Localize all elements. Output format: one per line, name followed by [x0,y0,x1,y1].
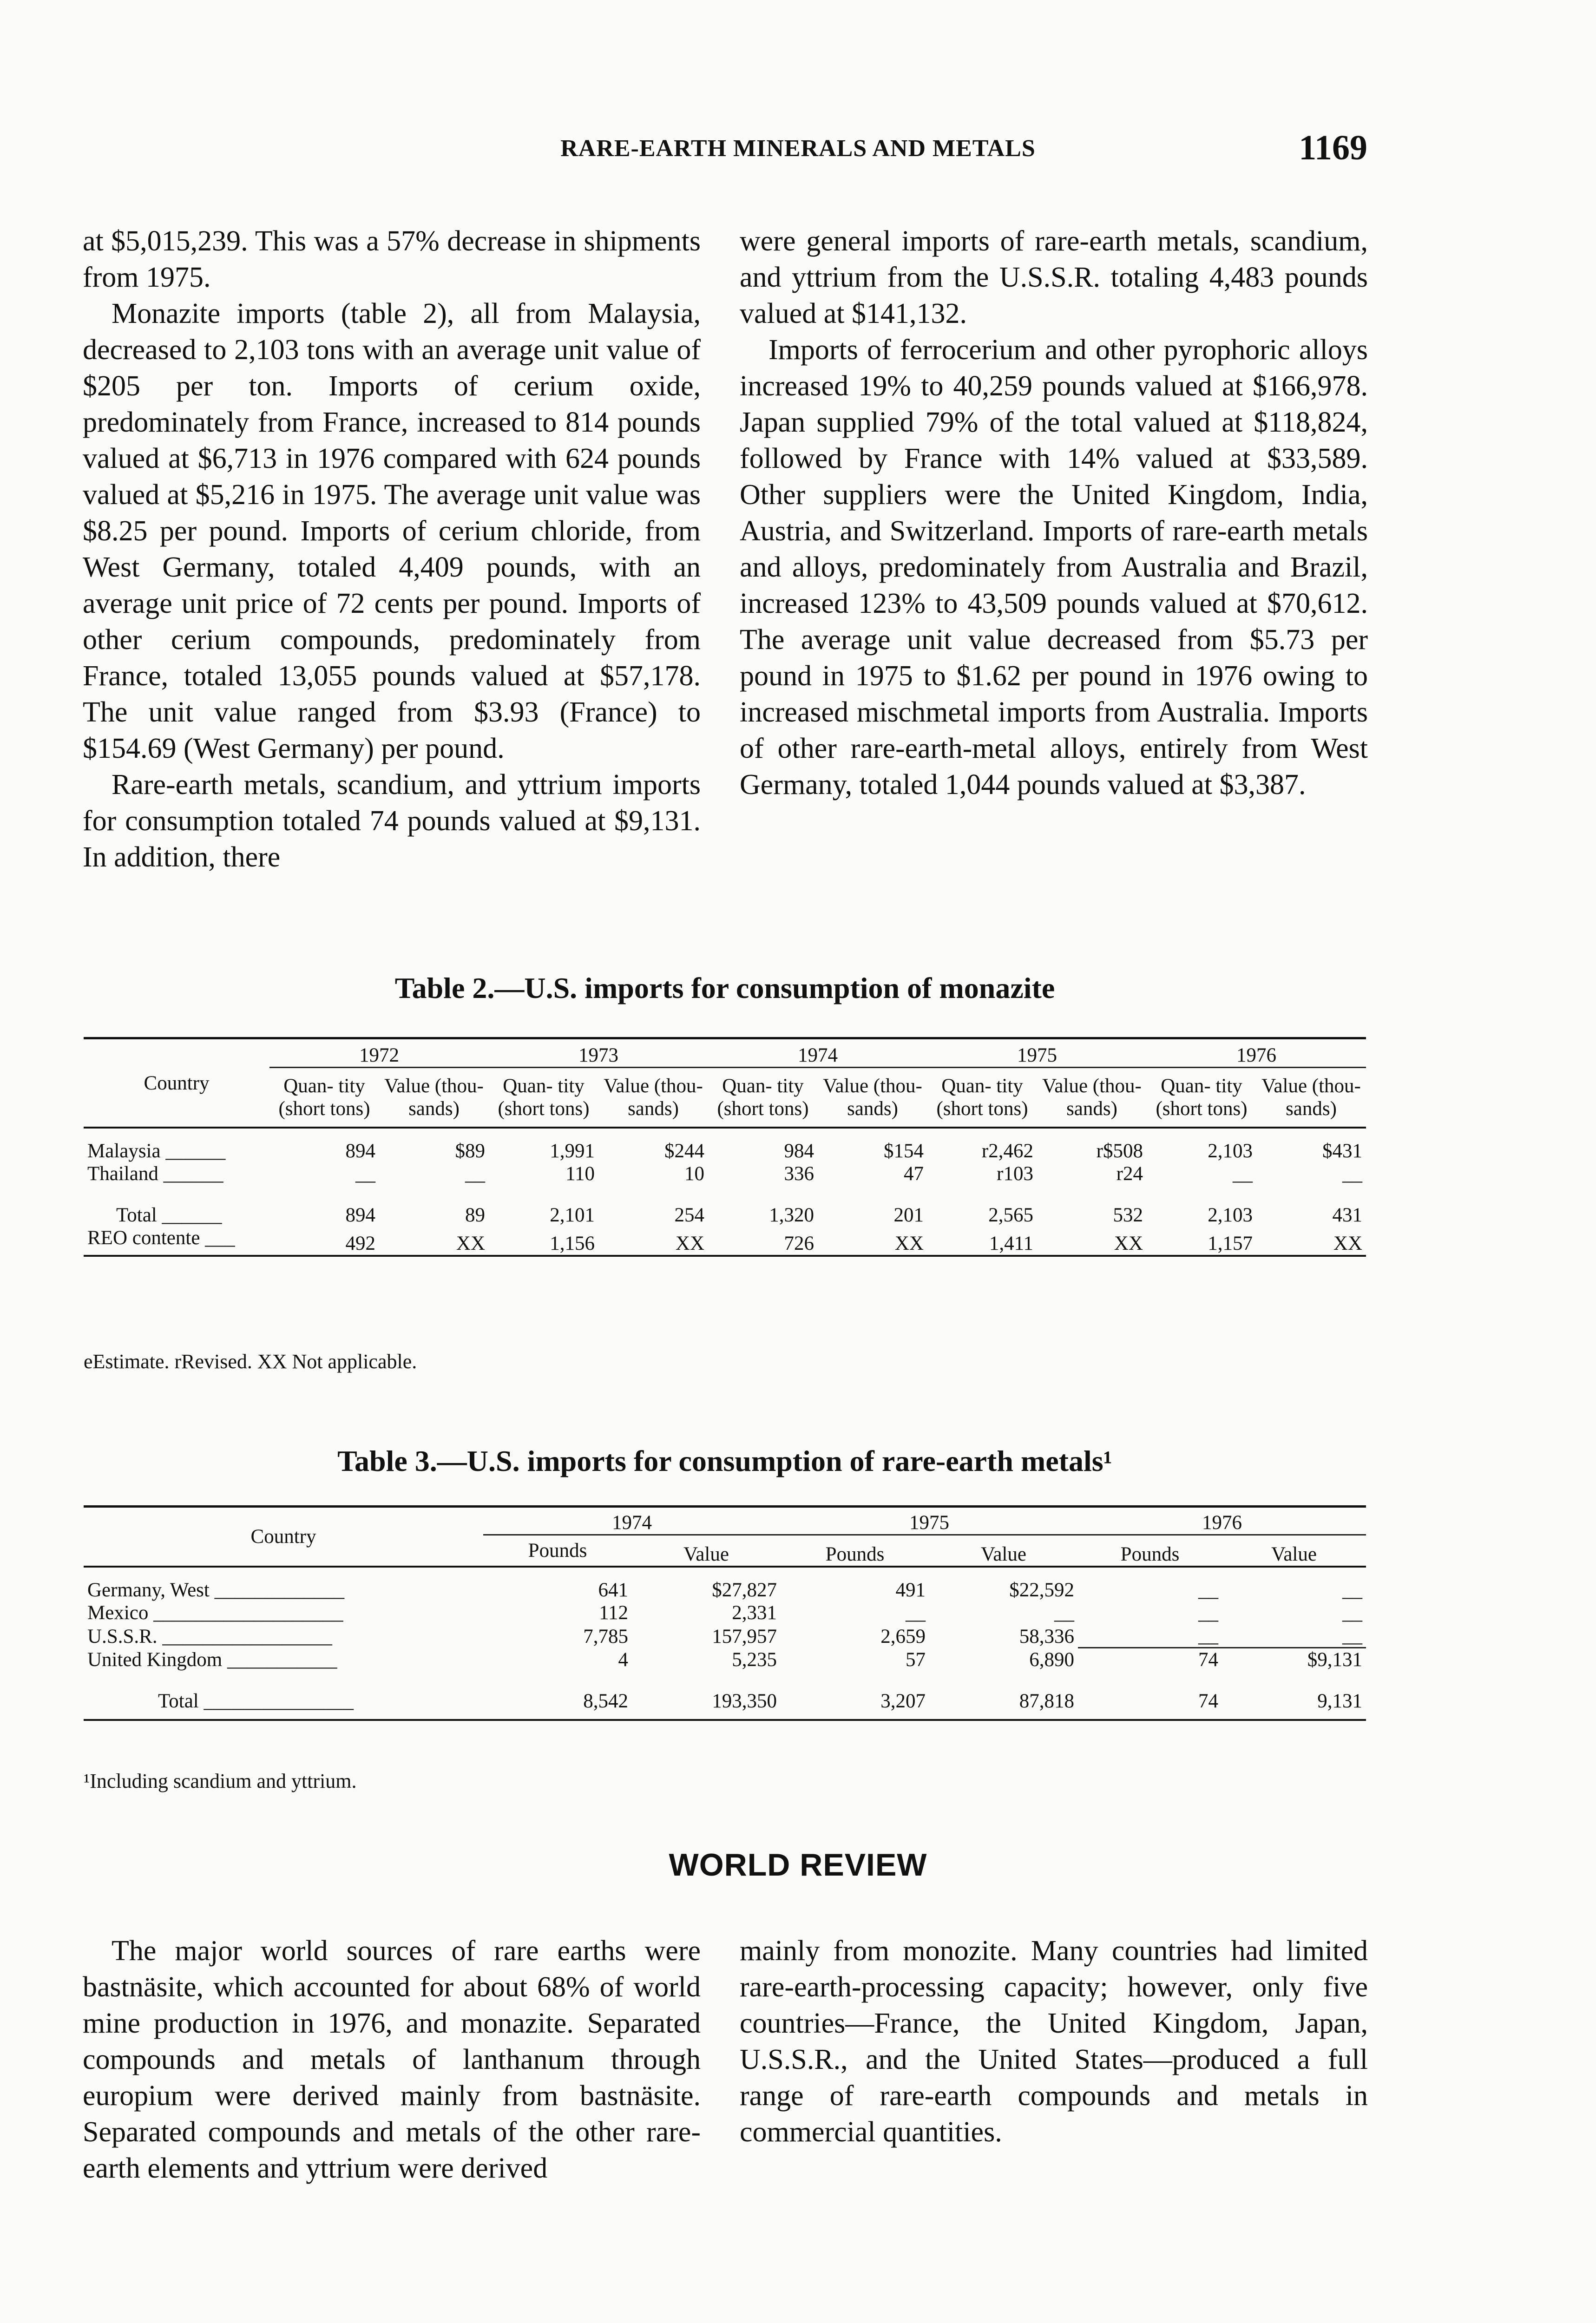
table-row: U.S.S.R. _________________ 7,785 157,957 2,659 58,336 __ __ [87,1625,1362,1647]
table-row: Mexico ___________________ 112 2,331 __ __ __ __ [87,1602,1362,1624]
quantity-header: Quan- tity (short tons) [936,1075,1028,1120]
year-header: 1974 [708,1038,927,1068]
pounds-header: Pounds [528,1540,587,1562]
table-3-title: Table 3.—U.S. imports for consumption of rare-earth metals¹ [337,1444,1112,1477]
table-row: REO contente ___ 492 XX 1,156 XX 726 XX 1,411 XX 1,157 XX [84,1227,1366,1256]
quantity-header: Quan- tity (short tons) [717,1075,809,1120]
paragraph: The major world sources of rare earths were bastnäsite, which accounted for about 68% of world mine production in 1976, and monazite. Separated compounds and metals of lanthanum through europium were derived mainly from bastnäsite. Separated compounds and metals of the other rare-earth elements and yttrium were derived [83,1935,701,2184]
table-3-footnote: ¹Including scandium and yttrium. [84,1770,357,1792]
paragraph: Monazite imports (table 2), all from Malaysia, decreased to 2,103 tons with an average unit value of $205 per ton. Imports of cerium oxide, predominately from France, increased to 814 pounds valued at $6,713 in 1976 compared with 624 pounds valued at $5,216 in 1975. The average unit value was $8.25 per pound. Imports of cerium chloride, from West Germany, totaled 4,409 pounds, with an average unit price of 72 cents per pound. Imports of other cerium compounds, predominately from France, totaled 13,055 pounds valued at $57,178. The unit value ranged from $3.93 (France) to $154.69 (West Germany) per pound. [83,298,701,764]
country-header: Country [84,1507,483,1567]
value-header: Value (thou- sands) [1261,1075,1361,1120]
paragraph: Imports of ferrocerium and other pyrophoric alloys increased 19% to 40,259 pounds valued at $166,978. Japan supplied 79% of the total valued at $118,824, followed by France with 14% valued at $33,589. Other suppliers were the United Kingdom, India, Austria, and Switzerland. Imports of rare-earth metals and alloys, predominately from Australia and Brazil, increased 123% to 43,509 pounds valued at $70,612. The average unit value decreased from $5.73 per pound in 1975 to $1.62 per pound in 1976 owing to increased mischmetal imports from Australia. Imports of other rare-earth-metal alloys, entirely from West Germany, totaled 1,044 pounds valued at $3,387. [740,334,1368,801]
page-number: 1169 [1299,128,1367,167]
year-header: 1975 [781,1507,1078,1535]
quantity-header: Quan- tity (short tons) [278,1075,370,1120]
year-header: 1974 [483,1507,781,1535]
paragraph: mainly from monozite. Many countries had limited rare-earth-processing capacity; however, only five countries—France, the United Kingdom, Japan, U.S.S.R., and the United States—produced a full range of rare-earth compounds and metals in commercial quantities. [740,1935,1368,2148]
table-2-footnote: eEstimate. rRevised. XX Not applicable. [84,1350,417,1373]
table-row: Malaysia ______ 894 $89 1,991 $244 984 $154 r2,462 r$508 2,103 $431 [87,1140,1362,1162]
table-row: United Kingdom ___________ 4 5,235 57 6,890 74 $9,131 [84,1648,1366,1672]
value-header: Value (thou- sands) [604,1075,703,1120]
left-column-text [83,223,701,875]
running-header-title: RARE-EARTH MINERALS AND METALS [560,135,1036,162]
world-review-left-column [83,1933,701,2186]
world-review-right-column [740,1933,1368,2150]
year-header: 1976 [1147,1038,1366,1068]
year-header: 1972 [269,1038,489,1068]
table-3 [84,1505,1366,1721]
year-header: 1973 [489,1038,708,1068]
paragraph: Rare-earth metals, scandium, and yttrium imports for consumption totaled 74 pounds valued at $9,131. In addition, there [83,769,701,873]
value-header: Value [1271,1543,1317,1565]
quantity-header: Quan- tity (short tons) [1156,1075,1248,1120]
right-column-text [740,223,1368,803]
table-2 [84,1037,1366,1257]
table-row-total: Total _______________ 8,542 193,350 3,207 87,818 74 9,131 [84,1671,1366,1720]
section-title: WORLD REVIEW [669,1847,927,1883]
value-header: Value [683,1543,729,1565]
table-row-total: Total ______ 894 89 2,101 254 1,320 201 2,565 532 2,103 431 [116,1204,1362,1226]
pounds-header: Pounds [825,1543,885,1565]
table-2-title: Table 2.—U.S. imports for consumption of monazite [394,971,1055,1004]
paragraph: at $5,015,239. This was a 57% decrease in shipments from 1975. [83,225,701,293]
year-header: 1975 [927,1038,1147,1068]
value-header: Value (thou- sands) [384,1075,484,1120]
value-header: Value (thou- sands) [1042,1075,1142,1120]
paragraph: were general imports of rare-earth metals, scandium, and yttrium from the U.S.S.R. totaling 4,483 pounds valued at $141,132. [740,225,1368,329]
year-header: 1976 [1078,1507,1366,1535]
table-row: Thailand ______ __ __ 110 10 336 47 r103 r24 __ __ [87,1163,1362,1185]
country-header: Country [84,1038,269,1128]
value-header: Value (thou- sands) [823,1075,922,1120]
pounds-header: Pounds [1120,1543,1180,1565]
quantity-header: Quan- tity (short tons) [498,1075,590,1120]
table-row: Germany, West _____________ 641 $27,827 491 $22,592 __ __ [87,1579,1362,1601]
value-header: Value [981,1543,1026,1565]
